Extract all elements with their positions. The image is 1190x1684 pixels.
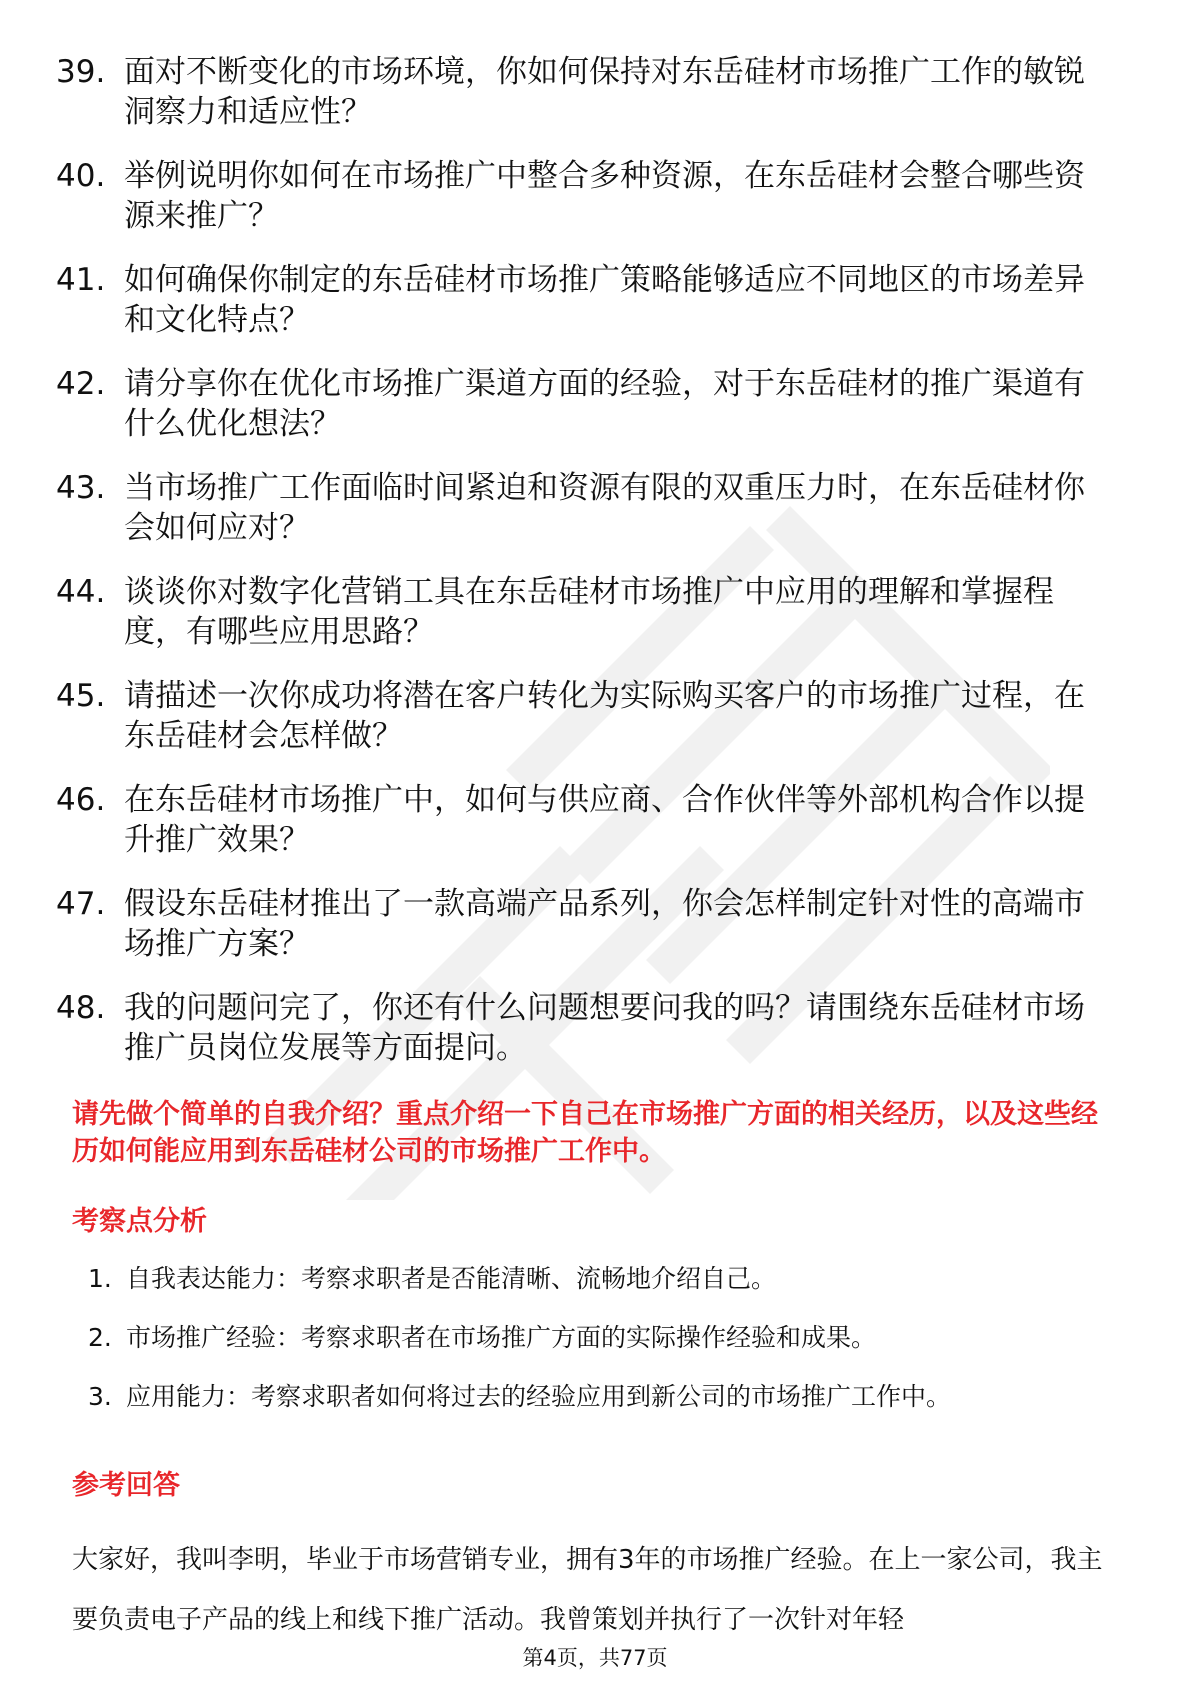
question-item xyxy=(56,572,1106,652)
question-list xyxy=(56,52,1106,1092)
analysis-item xyxy=(88,1262,1098,1296)
question-text: 请描述一次你成功将潜在客户转化为实际购买客户的市场推广过程，在东岳硅材会怎样做？ xyxy=(124,678,1085,754)
question-item xyxy=(56,260,1106,340)
page-number: 第4页，共77页 xyxy=(522,1646,668,1670)
question-number: 47. xyxy=(56,886,106,922)
question-number: 40. xyxy=(56,158,106,194)
question-number: 42. xyxy=(56,366,106,402)
analysis-text: 自我表达能力：考察求职者是否能清晰、流畅地介绍自己。 xyxy=(126,1264,777,1293)
analysis-list xyxy=(88,1262,1098,1439)
reference-answer: 大家好，我叫李明，毕业于市场营销专业，拥有3年的市场推广经验。在上一家公司，我主要负责电子产品的线上和线下推广活动。我曾策划并执行了一次针对年轻 xyxy=(72,1545,1103,1635)
question-number: 48. xyxy=(56,990,106,1026)
question-text: 假设东岳硅材推出了一款高端产品系列，你会怎样制定针对性的高端市场推广方案？ xyxy=(124,886,1085,962)
question-text: 谈谈你对数字化营销工具在东岳硅材市场推广中应用的理解和掌握程度，有哪些应用思路？ xyxy=(124,574,1054,650)
analysis-text: 市场推广经验：考察求职者在市场推广方面的实际操作经验和成果。 xyxy=(126,1323,877,1352)
question-text: 请分享你在优化市场推广渠道方面的经验，对于东岳硅材的推广渠道有什么优化想法？ xyxy=(124,366,1085,442)
analysis-item xyxy=(88,1380,1098,1414)
question-number: 41. xyxy=(56,262,106,298)
question-text: 在东岳硅材市场推广中，如何与供应商、合作伙伴等外部机构合作以提升推广效果？ xyxy=(124,782,1085,858)
question-item xyxy=(56,156,1106,236)
question-item xyxy=(56,364,1106,444)
question-item xyxy=(56,52,1106,132)
analysis-text: 应用能力：考察求职者如何将过去的经验应用到新公司的市场推广工作中。 xyxy=(126,1382,952,1411)
question-item xyxy=(56,988,1106,1068)
question-number: 45. xyxy=(56,678,106,714)
reference-title: 参考回答 xyxy=(72,1470,180,1501)
question-text: 面对不断变化的市场环境，你如何保持对东岳硅材市场推广工作的敏锐洞察力和适应性？ xyxy=(124,54,1085,130)
question-item xyxy=(56,780,1106,860)
analysis-title: 考察点分析 xyxy=(72,1206,207,1237)
analysis-number: 1. xyxy=(88,1264,112,1293)
question-item xyxy=(56,676,1106,756)
question-number: 44. xyxy=(56,574,106,610)
analysis-number: 2. xyxy=(88,1323,112,1352)
analysis-number: 3. xyxy=(88,1382,112,1411)
question-item xyxy=(56,884,1106,964)
question-item xyxy=(56,468,1106,548)
question-text: 当市场推广工作面临时间紧迫和资源有限的双重压力时，在东岳硅材你会如何应对？ xyxy=(124,470,1085,546)
question-text: 举例说明你如何在市场推广中整合多种资源，在东岳硅材会整合哪些资源来推广？ xyxy=(124,158,1085,234)
question-number: 46. xyxy=(56,782,106,818)
question-number: 39. xyxy=(56,54,106,90)
featured-question: 请先做个简单的自我介绍？重点介绍一下自己在市场推广方面的相关经历，以及这些经历如何能应用到东岳硅材公司的市场推广工作中。 xyxy=(72,1099,1098,1167)
question-text: 如何确保你制定的东岳硅材市场推广策略能够适应不同地区的市场差异和文化特点？ xyxy=(124,262,1085,338)
question-number: 43. xyxy=(56,470,106,506)
analysis-item xyxy=(88,1321,1098,1355)
question-text: 我的问题问完了，你还有什么问题想要问我的吗？请围绕东岳硅材市场推广员岗位发展等方面提问。 xyxy=(124,990,1085,1066)
